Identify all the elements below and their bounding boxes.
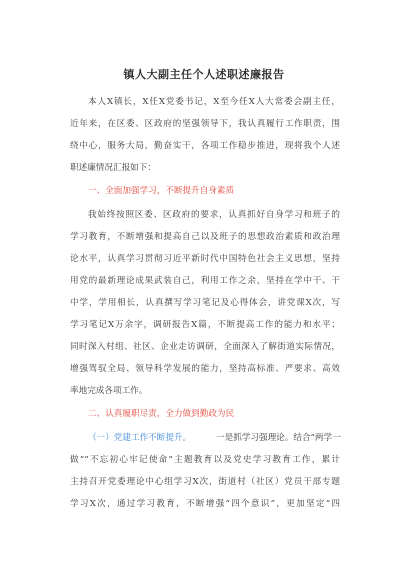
paragraph-line: 我始终按照区委、区政府的要求，认真抓好自身学习和班子的 xyxy=(88,210,340,220)
paragraph-line: 主持召开党委理论中心组学习X次，街道村（社区）党员干部专题 xyxy=(70,477,340,487)
paragraph-line: 职述廉情况汇报如下： xyxy=(70,163,156,173)
paragraph-line: 做”“不忘初心牢记使命”主题教育以及党史学习教育工作，累计 xyxy=(70,455,340,465)
paragraph-line: 一是抓学习强理论。结合“两学一 xyxy=(216,433,341,443)
paragraph-line: 率地完成各项工作。 xyxy=(70,386,148,396)
paragraph-line: 绕中心，服务大局，勤奋实干，各项工作稳步推进，现将我个人述 xyxy=(70,141,340,151)
paragraph-line: 同时深入村组、社区、企业走访调研，全面深入了解街道实际情况， xyxy=(70,342,340,352)
paragraph-line: 中学，学用相长，认真撰写学习笔记及心得体会，讲党课X次，写 xyxy=(70,298,340,308)
paragraph-line: 论水平，认真学习贯彻习近平新时代中国特色社会主义思想，坚持 xyxy=(70,254,340,264)
paragraph-line: 近年来，在区委、区政府的坚强领导下，我认真履行工作职责，围 xyxy=(70,119,340,129)
paragraph-line: 学习X次，通过学习教育，不断增强“四个意识”，更加坚定“四 xyxy=(70,499,340,509)
subsection-heading: （一）党建工作不断提升。 xyxy=(88,433,192,443)
section-heading-1: 一、全面加强学习，不断提升自身素质 xyxy=(88,186,235,196)
section-heading-2: 二、认真履职尽责，全力做到勤政为民 xyxy=(88,409,235,419)
paragraph-line: 用党的最新理论成果武装自己，利用工作之余，坚持在学中干、干 xyxy=(70,276,340,286)
paragraph-line: 增强驾驭全局、领导科学发展的能力，坚持高标准、严要求、高效 xyxy=(70,364,340,374)
paragraph-line: 学习教育，不断增强和提高自己以及班子的思想政治素质和政治理 xyxy=(70,232,340,242)
paragraph-line: 本人X镇长，X任X党委书记，X至今任X人大常委会副主任， xyxy=(88,97,340,107)
document-title: 镇人大副主任个人述职述廉报告 xyxy=(123,68,285,81)
paragraph-line: 学习笔记X万余字，调研报告X篇，不断提高工作的能力和水平； xyxy=(70,320,340,330)
